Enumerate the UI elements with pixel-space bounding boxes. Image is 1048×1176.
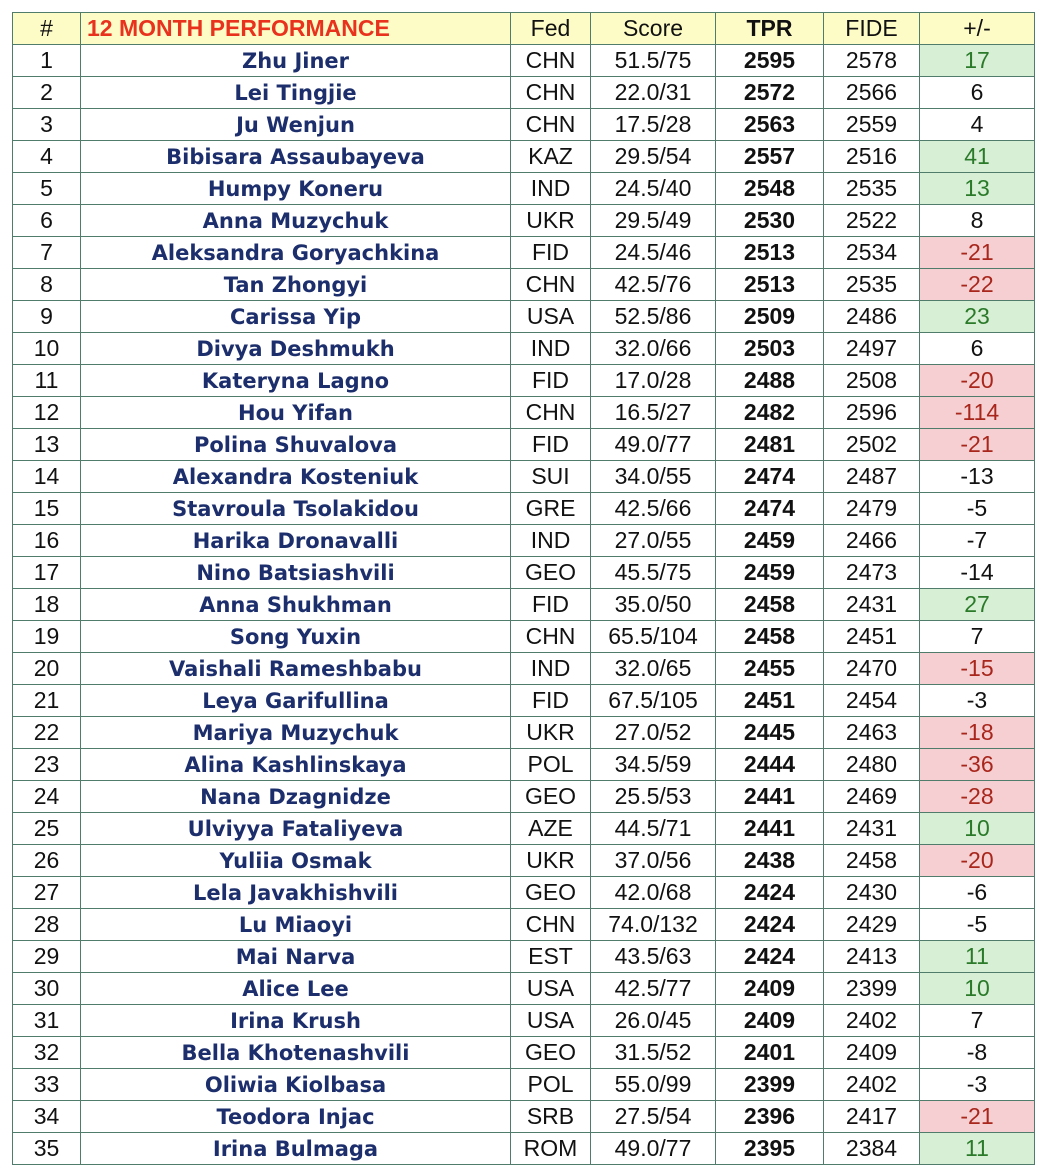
cell-rank: 25 xyxy=(13,813,81,845)
cell-name: Divya Deshmukh xyxy=(81,333,511,365)
cell-diff: -15 xyxy=(920,653,1035,685)
cell-fed: USA xyxy=(511,973,591,1005)
cell-name: Ju Wenjun xyxy=(81,109,511,141)
cell-name: Humpy Koneru xyxy=(81,173,511,205)
cell-fide: 2429 xyxy=(824,909,920,941)
cell-fide: 2384 xyxy=(824,1133,920,1165)
cell-tpr: 2459 xyxy=(716,557,824,589)
cell-fide: 2487 xyxy=(824,461,920,493)
table-row xyxy=(13,781,1035,813)
cell-score: 26.0/45 xyxy=(591,1005,716,1037)
cell-score: 29.5/49 xyxy=(591,205,716,237)
cell-name: Teodora Injac xyxy=(81,1101,511,1133)
cell-fed: EST xyxy=(511,941,591,973)
cell-fide: 2479 xyxy=(824,493,920,525)
cell-rank: 13 xyxy=(13,429,81,461)
table-row xyxy=(13,525,1035,557)
table-row xyxy=(13,237,1035,269)
table-row xyxy=(13,301,1035,333)
cell-fide: 2559 xyxy=(824,109,920,141)
table-row xyxy=(13,1133,1035,1165)
cell-name: Kateryna Lagno xyxy=(81,365,511,397)
cell-tpr: 2438 xyxy=(716,845,824,877)
table-row xyxy=(13,749,1035,781)
cell-score: 44.5/71 xyxy=(591,813,716,845)
cell-diff: -21 xyxy=(920,429,1035,461)
table-row xyxy=(13,333,1035,365)
cell-score: 37.0/56 xyxy=(591,845,716,877)
cell-rank: 1 xyxy=(13,45,81,77)
cell-score: 34.0/55 xyxy=(591,461,716,493)
cell-fide: 2413 xyxy=(824,941,920,973)
cell-fed: SUI xyxy=(511,461,591,493)
cell-tpr: 2530 xyxy=(716,205,824,237)
cell-rank: 22 xyxy=(13,717,81,749)
cell-diff: -3 xyxy=(920,1069,1035,1101)
cell-tpr: 2548 xyxy=(716,173,824,205)
cell-rank: 10 xyxy=(13,333,81,365)
cell-tpr: 2509 xyxy=(716,301,824,333)
cell-score: 55.0/99 xyxy=(591,1069,716,1101)
cell-score: 24.5/46 xyxy=(591,237,716,269)
cell-name: Nana Dzagnidze xyxy=(81,781,511,813)
cell-rank: 2 xyxy=(13,77,81,109)
cell-diff: 23 xyxy=(920,301,1035,333)
cell-name: Alice Lee xyxy=(81,973,511,1005)
cell-fide: 2497 xyxy=(824,333,920,365)
cell-rank: 14 xyxy=(13,461,81,493)
cell-score: 31.5/52 xyxy=(591,1037,716,1069)
cell-fide: 2451 xyxy=(824,621,920,653)
header-tpr: TPR xyxy=(716,13,824,45)
cell-tpr: 2401 xyxy=(716,1037,824,1069)
cell-fed: GEO xyxy=(511,877,591,909)
cell-rank: 26 xyxy=(13,845,81,877)
cell-score: 27.0/52 xyxy=(591,717,716,749)
cell-score: 32.0/65 xyxy=(591,653,716,685)
cell-diff: -7 xyxy=(920,525,1035,557)
cell-rank: 11 xyxy=(13,365,81,397)
cell-fide: 2417 xyxy=(824,1101,920,1133)
cell-rank: 30 xyxy=(13,973,81,1005)
cell-tpr: 2441 xyxy=(716,813,824,845)
cell-fed: IND xyxy=(511,173,591,205)
cell-diff: -13 xyxy=(920,461,1035,493)
cell-diff: 10 xyxy=(920,973,1035,1005)
cell-tpr: 2595 xyxy=(716,45,824,77)
cell-name: Stavroula Tsolakidou xyxy=(81,493,511,525)
cell-score: 49.0/77 xyxy=(591,1133,716,1165)
cell-rank: 28 xyxy=(13,909,81,941)
cell-score: 29.5/54 xyxy=(591,141,716,173)
cell-diff: -21 xyxy=(920,1101,1035,1133)
cell-rank: 5 xyxy=(13,173,81,205)
cell-diff: -20 xyxy=(920,365,1035,397)
table-row xyxy=(13,941,1035,973)
cell-name: Alexandra Kosteniuk xyxy=(81,461,511,493)
table-row xyxy=(13,589,1035,621)
cell-diff: -36 xyxy=(920,749,1035,781)
cell-fed: IND xyxy=(511,525,591,557)
table-row xyxy=(13,269,1035,301)
cell-tpr: 2424 xyxy=(716,909,824,941)
cell-tpr: 2451 xyxy=(716,685,824,717)
cell-name: Leya Garifullina xyxy=(81,685,511,717)
cell-name: Irina Bulmaga xyxy=(81,1133,511,1165)
table-row xyxy=(13,653,1035,685)
header-fed: Fed xyxy=(511,13,591,45)
table-row xyxy=(13,1037,1035,1069)
cell-diff: -5 xyxy=(920,909,1035,941)
cell-diff: -21 xyxy=(920,237,1035,269)
cell-fed: CHN xyxy=(511,77,591,109)
table-row xyxy=(13,365,1035,397)
cell-name: Harika Dronavalli xyxy=(81,525,511,557)
cell-tpr: 2458 xyxy=(716,589,824,621)
cell-name: Anna Muzychuk xyxy=(81,205,511,237)
cell-tpr: 2563 xyxy=(716,109,824,141)
table-row xyxy=(13,621,1035,653)
cell-name: Hou Yifan xyxy=(81,397,511,429)
cell-rank: 7 xyxy=(13,237,81,269)
cell-fed: FID xyxy=(511,685,591,717)
cell-fide: 2470 xyxy=(824,653,920,685)
cell-name: Polina Shuvalova xyxy=(81,429,511,461)
cell-score: 74.0/132 xyxy=(591,909,716,941)
table-row xyxy=(13,909,1035,941)
cell-rank: 34 xyxy=(13,1101,81,1133)
cell-fed: FID xyxy=(511,589,591,621)
cell-fed: FID xyxy=(511,365,591,397)
cell-name: Zhu Jiner xyxy=(81,45,511,77)
cell-score: 25.5/53 xyxy=(591,781,716,813)
cell-score: 17.5/28 xyxy=(591,109,716,141)
cell-name: Lei Tingjie xyxy=(81,77,511,109)
cell-fide: 2409 xyxy=(824,1037,920,1069)
cell-name: Lela Javakhishvili xyxy=(81,877,511,909)
table-body xyxy=(13,45,1035,1165)
cell-fed: GEO xyxy=(511,781,591,813)
cell-rank: 23 xyxy=(13,749,81,781)
cell-name: Oliwia Kiolbasa xyxy=(81,1069,511,1101)
cell-fed: SRB xyxy=(511,1101,591,1133)
cell-diff: 10 xyxy=(920,813,1035,845)
cell-score: 45.5/75 xyxy=(591,557,716,589)
cell-score: 16.5/27 xyxy=(591,397,716,429)
cell-diff: 6 xyxy=(920,77,1035,109)
table-row xyxy=(13,557,1035,589)
cell-fed: POL xyxy=(511,1069,591,1101)
cell-score: 42.5/77 xyxy=(591,973,716,1005)
cell-name: Mai Narva xyxy=(81,941,511,973)
cell-tpr: 2444 xyxy=(716,749,824,781)
cell-tpr: 2409 xyxy=(716,1005,824,1037)
cell-tpr: 2513 xyxy=(716,269,824,301)
cell-diff: -28 xyxy=(920,781,1035,813)
cell-score: 49.0/77 xyxy=(591,429,716,461)
cell-diff: 41 xyxy=(920,141,1035,173)
cell-name: Anna Shukhman xyxy=(81,589,511,621)
header-row xyxy=(13,13,1035,45)
cell-score: 42.5/66 xyxy=(591,493,716,525)
cell-diff: -5 xyxy=(920,493,1035,525)
table-row xyxy=(13,1101,1035,1133)
cell-fed: CHN xyxy=(511,109,591,141)
cell-rank: 31 xyxy=(13,1005,81,1037)
table-row xyxy=(13,429,1035,461)
cell-tpr: 2458 xyxy=(716,621,824,653)
cell-fide: 2480 xyxy=(824,749,920,781)
table-row xyxy=(13,397,1035,429)
performance-table xyxy=(12,12,1035,1165)
cell-tpr: 2474 xyxy=(716,493,824,525)
cell-rank: 33 xyxy=(13,1069,81,1101)
header-diff: +/- xyxy=(920,13,1035,45)
cell-fide: 2431 xyxy=(824,589,920,621)
cell-tpr: 2572 xyxy=(716,77,824,109)
cell-rank: 21 xyxy=(13,685,81,717)
cell-fed: FID xyxy=(511,429,591,461)
cell-tpr: 2441 xyxy=(716,781,824,813)
header-score: Score xyxy=(591,13,716,45)
cell-fed: IND xyxy=(511,333,591,365)
cell-tpr: 2445 xyxy=(716,717,824,749)
cell-rank: 12 xyxy=(13,397,81,429)
cell-diff: 27 xyxy=(920,589,1035,621)
cell-diff: 4 xyxy=(920,109,1035,141)
cell-fide: 2516 xyxy=(824,141,920,173)
cell-tpr: 2474 xyxy=(716,461,824,493)
cell-tpr: 2513 xyxy=(716,237,824,269)
cell-tpr: 2395 xyxy=(716,1133,824,1165)
cell-fide: 2399 xyxy=(824,973,920,1005)
cell-diff: -8 xyxy=(920,1037,1035,1069)
cell-score: 42.0/68 xyxy=(591,877,716,909)
cell-diff: -3 xyxy=(920,685,1035,717)
cell-fide: 2596 xyxy=(824,397,920,429)
cell-tpr: 2455 xyxy=(716,653,824,685)
cell-rank: 19 xyxy=(13,621,81,653)
cell-fed: CHN xyxy=(511,909,591,941)
table-row xyxy=(13,45,1035,77)
cell-rank: 20 xyxy=(13,653,81,685)
cell-fed: FID xyxy=(511,237,591,269)
cell-name: Aleksandra Goryachkina xyxy=(81,237,511,269)
table-row xyxy=(13,717,1035,749)
table-row xyxy=(13,877,1035,909)
cell-score: 52.5/86 xyxy=(591,301,716,333)
cell-name: Vaishali Rameshbabu xyxy=(81,653,511,685)
cell-diff: 6 xyxy=(920,333,1035,365)
cell-rank: 18 xyxy=(13,589,81,621)
table-row xyxy=(13,493,1035,525)
cell-fed: CHN xyxy=(511,269,591,301)
cell-fed: AZE xyxy=(511,813,591,845)
cell-diff: 11 xyxy=(920,941,1035,973)
cell-name: Lu Miaoyi xyxy=(81,909,511,941)
cell-fide: 2402 xyxy=(824,1005,920,1037)
cell-diff: 7 xyxy=(920,621,1035,653)
cell-rank: 3 xyxy=(13,109,81,141)
cell-fed: CHN xyxy=(511,397,591,429)
cell-diff: -14 xyxy=(920,557,1035,589)
cell-fide: 2522 xyxy=(824,205,920,237)
cell-diff: -6 xyxy=(920,877,1035,909)
table-row xyxy=(13,141,1035,173)
cell-score: 22.0/31 xyxy=(591,77,716,109)
cell-fed: IND xyxy=(511,653,591,685)
cell-rank: 15 xyxy=(13,493,81,525)
cell-rank: 16 xyxy=(13,525,81,557)
cell-score: 27.0/55 xyxy=(591,525,716,557)
header-rank: # xyxy=(13,13,81,45)
cell-rank: 8 xyxy=(13,269,81,301)
cell-rank: 32 xyxy=(13,1037,81,1069)
table-title: 12 MONTH PERFORMANCE xyxy=(81,13,511,45)
cell-tpr: 2396 xyxy=(716,1101,824,1133)
table-row xyxy=(13,109,1035,141)
cell-diff: -20 xyxy=(920,845,1035,877)
cell-fed: USA xyxy=(511,1005,591,1037)
cell-fide: 2566 xyxy=(824,77,920,109)
cell-name: Yuliia Osmak xyxy=(81,845,511,877)
table-row xyxy=(13,813,1035,845)
cell-fide: 2508 xyxy=(824,365,920,397)
cell-diff: 11 xyxy=(920,1133,1035,1165)
cell-name: Carissa Yip xyxy=(81,301,511,333)
cell-rank: 6 xyxy=(13,205,81,237)
cell-score: 35.0/50 xyxy=(591,589,716,621)
table-row xyxy=(13,461,1035,493)
cell-name: Song Yuxin xyxy=(81,621,511,653)
cell-score: 67.5/105 xyxy=(591,685,716,717)
cell-score: 24.5/40 xyxy=(591,173,716,205)
cell-fed: UKR xyxy=(511,205,591,237)
table-row xyxy=(13,1005,1035,1037)
cell-tpr: 2481 xyxy=(716,429,824,461)
cell-fed: UKR xyxy=(511,845,591,877)
cell-score: 27.5/54 xyxy=(591,1101,716,1133)
table-row xyxy=(13,77,1035,109)
cell-diff: 8 xyxy=(920,205,1035,237)
cell-fide: 2430 xyxy=(824,877,920,909)
cell-fed: POL xyxy=(511,749,591,781)
cell-rank: 27 xyxy=(13,877,81,909)
cell-fide: 2535 xyxy=(824,269,920,301)
cell-diff: -114 xyxy=(920,397,1035,429)
cell-fed: USA xyxy=(511,301,591,333)
cell-name: Alina Kashlinskaya xyxy=(81,749,511,781)
cell-name: Tan Zhongyi xyxy=(81,269,511,301)
cell-tpr: 2557 xyxy=(716,141,824,173)
cell-fide: 2454 xyxy=(824,685,920,717)
cell-diff: -22 xyxy=(920,269,1035,301)
cell-rank: 4 xyxy=(13,141,81,173)
cell-diff: 13 xyxy=(920,173,1035,205)
table-row xyxy=(13,685,1035,717)
cell-rank: 17 xyxy=(13,557,81,589)
cell-fide: 2402 xyxy=(824,1069,920,1101)
cell-fed: GRE xyxy=(511,493,591,525)
cell-fide: 2578 xyxy=(824,45,920,77)
cell-name: Bella Khotenashvili xyxy=(81,1037,511,1069)
cell-fide: 2486 xyxy=(824,301,920,333)
cell-fed: ROM xyxy=(511,1133,591,1165)
cell-tpr: 2424 xyxy=(716,877,824,909)
cell-rank: 9 xyxy=(13,301,81,333)
table-row xyxy=(13,845,1035,877)
table-row xyxy=(13,1069,1035,1101)
cell-score: 17.0/28 xyxy=(591,365,716,397)
table-row xyxy=(13,973,1035,1005)
cell-tpr: 2399 xyxy=(716,1069,824,1101)
cell-fide: 2473 xyxy=(824,557,920,589)
cell-tpr: 2488 xyxy=(716,365,824,397)
cell-fide: 2502 xyxy=(824,429,920,461)
cell-diff: 7 xyxy=(920,1005,1035,1037)
cell-fed: CHN xyxy=(511,621,591,653)
cell-name: Irina Krush xyxy=(81,1005,511,1037)
cell-fide: 2458 xyxy=(824,845,920,877)
cell-fide: 2466 xyxy=(824,525,920,557)
cell-tpr: 2503 xyxy=(716,333,824,365)
cell-fide: 2431 xyxy=(824,813,920,845)
table-row xyxy=(13,205,1035,237)
cell-fide: 2469 xyxy=(824,781,920,813)
cell-fed: KAZ xyxy=(511,141,591,173)
cell-name: Nino Batsiashvili xyxy=(81,557,511,589)
cell-fed: UKR xyxy=(511,717,591,749)
cell-score: 51.5/75 xyxy=(591,45,716,77)
table-row xyxy=(13,173,1035,205)
cell-score: 65.5/104 xyxy=(591,621,716,653)
cell-name: Bibisara Assaubayeva xyxy=(81,141,511,173)
cell-tpr: 2482 xyxy=(716,397,824,429)
cell-fed: GEO xyxy=(511,557,591,589)
cell-rank: 24 xyxy=(13,781,81,813)
cell-score: 32.0/66 xyxy=(591,333,716,365)
cell-tpr: 2409 xyxy=(716,973,824,1005)
cell-rank: 35 xyxy=(13,1133,81,1165)
cell-diff: -18 xyxy=(920,717,1035,749)
cell-fide: 2534 xyxy=(824,237,920,269)
cell-fide: 2463 xyxy=(824,717,920,749)
cell-fed: CHN xyxy=(511,45,591,77)
cell-rank: 29 xyxy=(13,941,81,973)
cell-name: Mariya Muzychuk xyxy=(81,717,511,749)
cell-fed: GEO xyxy=(511,1037,591,1069)
cell-tpr: 2459 xyxy=(716,525,824,557)
cell-score: 34.5/59 xyxy=(591,749,716,781)
cell-diff: 17 xyxy=(920,45,1035,77)
header-fide: FIDE xyxy=(824,13,920,45)
cell-tpr: 2424 xyxy=(716,941,824,973)
cell-score: 43.5/63 xyxy=(591,941,716,973)
cell-name: Ulviyya Fataliyeva xyxy=(81,813,511,845)
cell-score: 42.5/76 xyxy=(591,269,716,301)
cell-fide: 2535 xyxy=(824,173,920,205)
